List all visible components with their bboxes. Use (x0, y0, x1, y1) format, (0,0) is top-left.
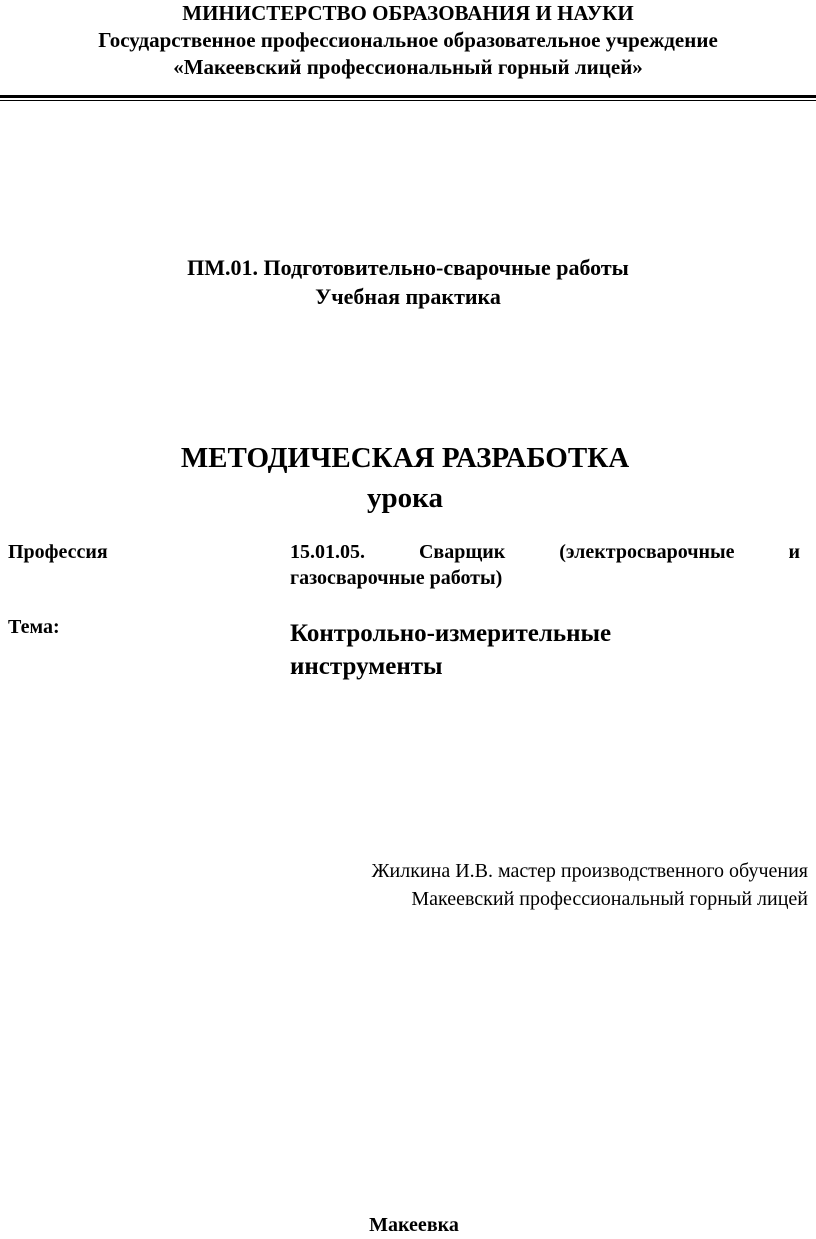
module-block (0, 253, 816, 311)
document-header (0, 0, 816, 81)
topic-value (290, 617, 800, 683)
institution-type: Государственное профессиональное образовательное учреждение (98, 28, 718, 52)
author-name-position: Жилкина И.В. мастер производственного обучения (371, 860, 808, 882)
topic-label: Тема: (8, 616, 60, 638)
institution-name: «Макеевский профессиональный горный лицей» (173, 55, 643, 79)
profession-value (290, 539, 800, 591)
practice-type: Учебная практика (315, 284, 501, 309)
document-title: МЕТОДИЧЕСКАЯ РАЗРАБОТКА (180, 442, 630, 474)
author-block (372, 857, 808, 913)
profession-value-line1: 15.01.05. Сварщик (электросварочные и (290, 541, 800, 563)
topic-value-line1: Контрольно-измерительные (290, 620, 612, 647)
profession-label: Профессия (8, 541, 108, 563)
city-name: Макеевка (369, 1214, 459, 1236)
module-title: ПМ.01. Подготовительно-сварочные работы (187, 255, 629, 280)
header-divider-thin (0, 100, 816, 101)
author-organization: Макеевский профессиональный горный лицей (411, 888, 808, 910)
profession-value-line2: газосварочные работы) (290, 567, 503, 589)
ministry-name: МИНИСТЕРСТВО ОБРАЗОВАНИЯ И НАУКИ (182, 1, 634, 25)
topic-value-line2: инструменты (290, 653, 443, 680)
document-subtitle: урока (367, 482, 443, 514)
header-divider-thick (0, 95, 816, 98)
